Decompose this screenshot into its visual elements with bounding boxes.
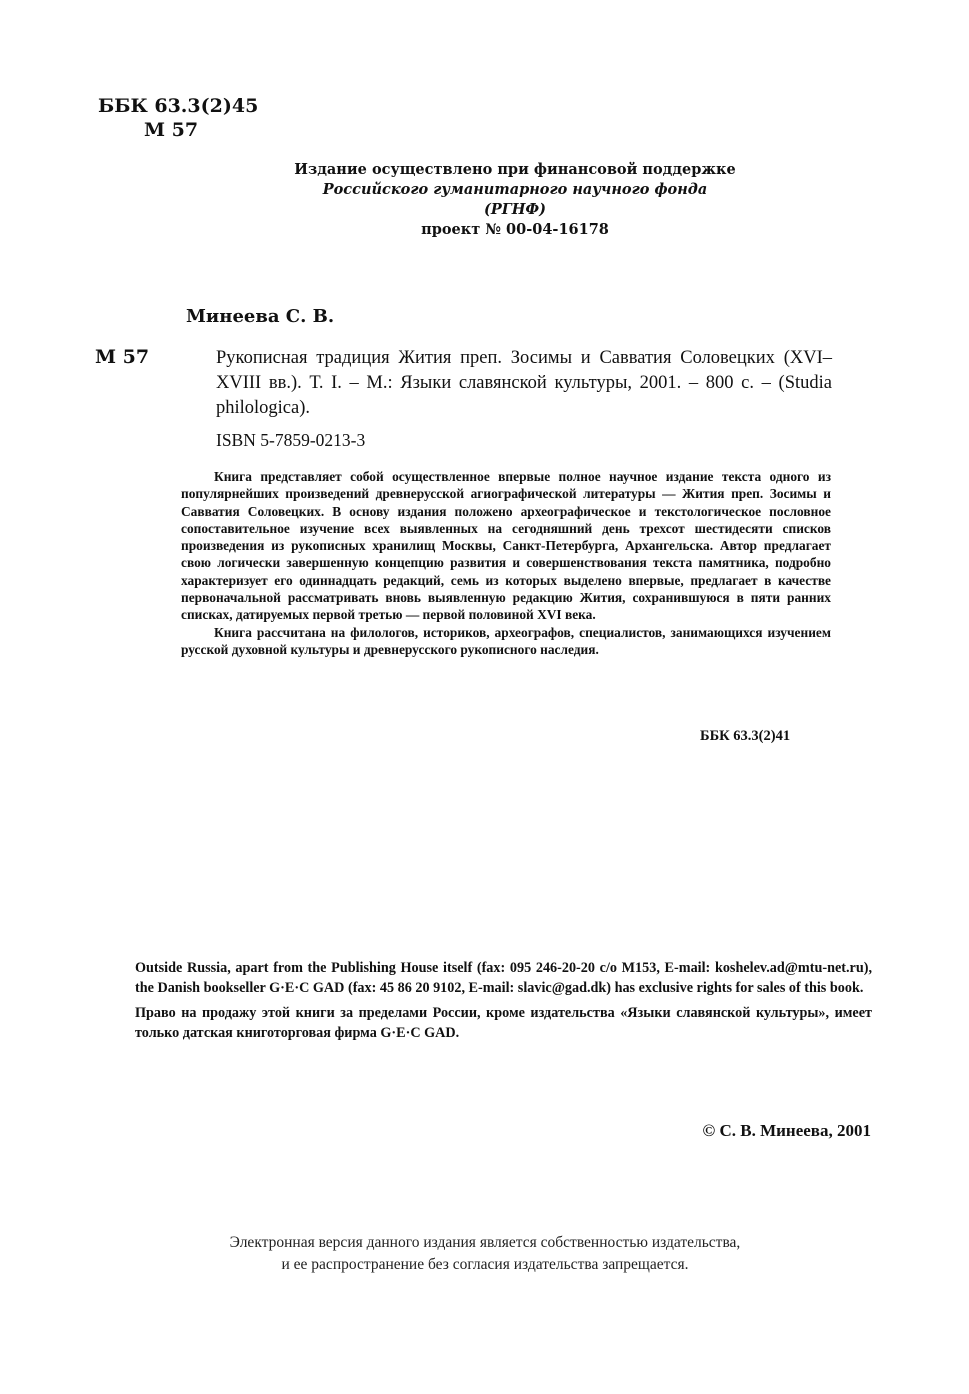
annotation [181, 468, 831, 658]
bbk-classification-top [98, 94, 258, 142]
author-index-code: М 57 [144, 119, 199, 141]
isbn: ISBN 5-7859-0213-3 [216, 430, 366, 450]
sales-rights-english: Outside Russia, apart from the Publishing House itself (fax: 095 246-20-20 c/o M153, E-mail: koshelev.ad@mtu-net.ru), the Danish bookseller G·E·C GAD (fax: 45 86 20 9102, E-mail: slavic@gad.dk) has exclusive rights for sales of this book. [135, 960, 872, 996]
author-name: Минеева С. В. [186, 306, 335, 327]
electronic-notice-line-1: Электронная версия данного издания является собственностью издательства, [229, 1234, 741, 1251]
electronic-notice-line-2: и ее распространение без согласия издательства запрещается. [281, 1256, 689, 1273]
copyright-line: © С. В. Минеева, 2001 [702, 1121, 871, 1140]
electronic-version-notice [130, 1232, 840, 1276]
annotation-paragraph-2: Книга рассчитана на филологов, историков, археографов, специалистов, занимающихся изучением русской духовной культуры и древнерусского рукописного наследия. [181, 624, 831, 657]
index-code: М 57 [95, 346, 150, 368]
funding-line-3: (РГНФ) [483, 201, 547, 218]
funding-notice [230, 160, 800, 240]
bibliographic-description: Рукописная традиция Жития преп. Зосимы и Савватия Соловецких (XVI–XVIII вв.). Т. I. – М.: Языки славянской культуры, 2001. – 800 с. – (Studia philologica). [216, 348, 832, 418]
funding-line-2: Российского гуманитарного научного фонда [322, 181, 708, 198]
sales-rights-notice [135, 958, 872, 1048]
funding-line-1: Издание осуществлено при финансовой поддержке [294, 161, 736, 178]
sales-rights-russian: Право на продажу этой книги за пределами России, кроме издательства «Языки славянской культуры», имеет только датская книготорговая фирма G·E·C GAD. [135, 1005, 872, 1041]
bbk-code: ББК 63.3(2)45 [98, 95, 259, 117]
funding-line-4: проект № 00-04-16178 [421, 221, 609, 238]
annotation-paragraph-1: Книга представляет собой осуществленное впервые полное научное издание текста одного из популярнейших произведений древнерусской агиографической литературы — Жития преп. Зосимы и Савватия Соловецких. В основу издания положено археографическое и текстологическое пословное сопоставительное изучение всех выявленных на сегодняшний день трехсот шестидесяти списков произведения из рукописных хранилищ Москвы, Санкт-Петербурга, Архангельска. Автор предлагает свою логически завершенную концепцию развития и совершенствования текста памятника, подробно характеризует его одиннадцать редакций, семь из которых выделено впервые, предлагает в качестве первоначальной рассматривать вновь выявленную редакцию Жития, сохранившуюся в пяти ранних списках, датируемых первой третью — первой половиной XVI века. [181, 469, 831, 623]
bbk-classification-bottom: ББК 63.3(2)41 [700, 728, 791, 744]
